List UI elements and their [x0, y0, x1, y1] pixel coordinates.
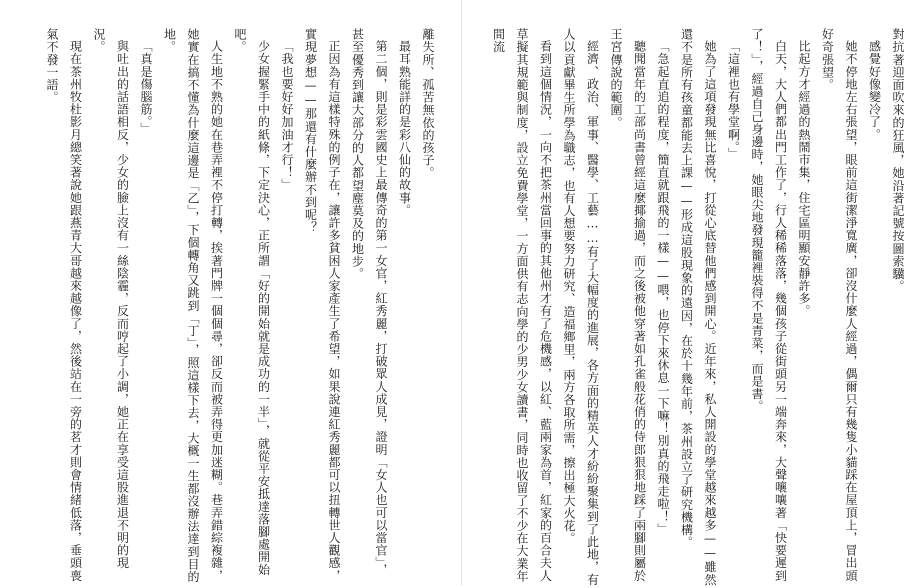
right-page	[462, 0, 923, 586]
paragraph: 人生地不熟的她在巷弄裡不停打轉，挨著門牌一個個尋，卻反而被弄得更加迷糊。巷弄錯綜複雜，她實在搞不懂為什麼這邊是「乙」，下個轉角又跳到「丁」，照這樣下去，大概一生都沒辦法達到目的地。	[162, 28, 224, 583]
paragraph: 少女握緊手中的紙條，下定決心，正所謂「好的開始就是成功的一半」，就從平安抵達落腳處開始吧。	[233, 28, 271, 576]
dialogue-line: 「我也要好好加油才行！」	[280, 40, 294, 192]
paragraph: 最耳熟能詳的是彩八仙的故事。	[397, 40, 412, 217]
paragraph: 白天，大人們都出門工作了，行人稀稀落落，幾個孩子從街頭另一端奔來，大聲嚷嚷著「快要遲到了！」，經過自己身邊時，她眼尖地發現籠裡裝得不是青菜，而是書。	[750, 28, 788, 582]
paragraph: 對抗著迎面吹來的狂風，她沿著記號按圖索驥。	[891, 28, 905, 293]
right-page-text	[477, 28, 909, 588]
paragraph: 她不停地左右張望，眼前這街潔淨寬廣，卻沒什麼人經過，偶爾只有幾隻小貓踩在屋頂上，冒出頭好奇張望。	[820, 28, 858, 582]
dialogue-line: 「急起直追的程度，簡直就跟飛的一樣——喂，也停下來休息一下嘛！別真的飛走啦！」	[656, 40, 670, 536]
paragraph: 她為了這項發現無比喜悅，打從心底替他們感到開心。近年來，私人開設的學堂越來越多——雖然還不是所有孩童都能去上課——形成這股現象的遠因，在於十幾年前，茶州設立了研究機構。	[679, 28, 717, 586]
dialogue-line: 「這裡也有學堂啊。」	[726, 40, 741, 160]
paragraph: 經濟、政治、軍事、醫學、工藝……有了大幅度的進展，各方面的精英人才紛紛聚集到了此地，有人以貢獻畢生所學為職志，也有人想要努力研究、造福鄉里，兩方各取所需，擦出極大火花。	[562, 28, 600, 586]
left-page	[0, 0, 461, 586]
paragraph: 聽聞當年的工部尚書曾經這麼揶揄過，而之後被他穿著如孔雀般花俏的侍郎狠狠地踩了兩腳則屬於王宮傳說的範圍。	[609, 28, 647, 582]
paragraph: 正因為有這樣特殊的例子在，讓許多貧困人家產生了希望，如果說連紅秀麗都可以扭轉世人觀感，實現夢想——那還有什麼辦不到呢？	[303, 28, 341, 582]
left-page-text	[19, 28, 439, 588]
paragraph: 與吐出的話語相反，少女的臉上沒有一絲陰霾，反而哼起了小調，她正在享受這股進退不明的現況。	[92, 28, 130, 570]
paragraph: 離失所、孤苦無依的孩子。	[421, 28, 435, 180]
paragraph: 感覺好像變冷了。	[867, 40, 882, 141]
paragraph: 現在茶州牧杜影月總笑著說她跟燕青大哥越來越像了，然後站在一旁的茗才則會情緒低落，垂頭喪氣不發一語。	[45, 28, 83, 582]
paragraph: 第二個，則是彩雲國史上最傳奇的第一女官，紅秀麗，打破眾人成見，證明「女人也可以當官」，甚至優秀到讓大部分的人都望塵莫及的地步。	[350, 28, 388, 576]
dialogue-line: 「真是傷腦筋。」	[139, 40, 153, 135]
paragraph: 比起方才經過的熱鬧市集，住宅區明顯安靜許多。	[797, 40, 811, 318]
paragraph: 看到這個情況，一向不把茶州當回事的其他州才有了危機感，以紅、藍兩家為首，紅家的百合夫人草擬其規範與制度，設立免費學堂，一方面供有志向學的少男少女讀書，同時也收留了不少在大業年間流	[491, 28, 553, 583]
